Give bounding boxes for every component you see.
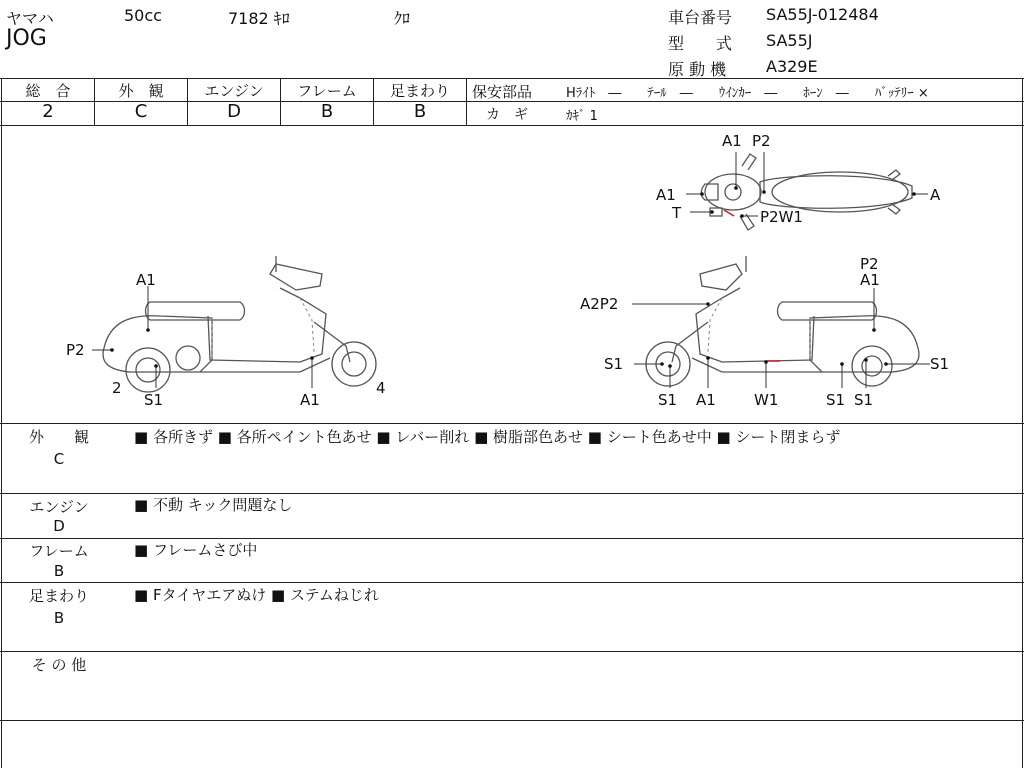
suspension-score-label: 足まわり xyxy=(389,82,450,100)
exterior-grade: C xyxy=(134,101,148,122)
safety-parts-items: Hﾗｲﾄ ― ﾃｰﾙ ― ｳｲﾝｶｰ ― ﾎｰﾝ ― ﾊﾞｯﾃﾘｰ × xyxy=(566,86,929,101)
divider xyxy=(466,78,467,125)
divider xyxy=(0,720,1024,721)
damage-code: S1 xyxy=(826,391,846,409)
engine-section-label: エンジン xyxy=(29,498,89,516)
suspension-section-grade: B xyxy=(53,609,65,627)
damage-code: P2 xyxy=(66,341,85,359)
divider xyxy=(0,651,1024,652)
exterior-notes: ■ 各所きず ■ 各所ペイント色あせ ■ レバー削れ ■ 樹脂部色あせ ■ シート色あせ中 ■ シート閉まらず xyxy=(134,428,841,446)
other-section-label: そ の 他 xyxy=(31,656,87,674)
frame-section-label: フレーム xyxy=(29,542,89,560)
suspension-section-label: 足まわり xyxy=(28,587,89,605)
exterior-label: 外 観 xyxy=(118,82,164,100)
damage-code: T xyxy=(672,204,682,222)
divider xyxy=(0,582,1024,583)
safety-parts-label: 保安部品 xyxy=(472,83,533,101)
frame-section-grade: B xyxy=(53,562,65,580)
damage-code: A xyxy=(930,186,941,204)
engine-model-label: 原 動 機 xyxy=(668,60,727,79)
frame-grade: B xyxy=(320,101,334,122)
frame-number-label: 車台番号 xyxy=(668,8,733,27)
suspension-grade: B xyxy=(413,101,427,122)
type-value: SA55J xyxy=(766,31,813,50)
damage-code: P2 xyxy=(860,255,879,273)
damage-code: S1 xyxy=(930,355,950,373)
frame-score-label: フレーム xyxy=(297,82,357,100)
key-label: カ ギ xyxy=(486,107,528,123)
engine-section-grade: D xyxy=(53,517,65,535)
damage-code: S1 xyxy=(144,391,164,409)
damage-code: A1 xyxy=(656,186,676,204)
damage-code: 2 xyxy=(112,379,122,397)
displacement: 50cc xyxy=(124,6,162,25)
body-color: ｸﾛ xyxy=(394,9,411,28)
divider xyxy=(0,78,1024,79)
damage-code: P2W1 xyxy=(760,208,803,226)
engine-score-label: エンジン xyxy=(204,82,264,100)
model-name: JOG xyxy=(6,26,47,51)
key-value: ｶｷﾞ 1 xyxy=(566,109,598,124)
frame-number: SA55J-012484 xyxy=(766,5,879,24)
damage-code: S1 xyxy=(854,391,874,409)
damage-code: W1 xyxy=(754,391,779,409)
engine-grade: D xyxy=(227,101,241,122)
damage-code: A1 xyxy=(136,271,156,289)
exterior-section-grade: C xyxy=(53,450,65,468)
damage-code: A1 xyxy=(860,271,880,289)
exterior-section-label: 外 観 xyxy=(28,428,89,446)
engine-notes: ■ 不動 キック問題なし xyxy=(134,496,293,514)
overall-label: 総 合 xyxy=(25,82,71,100)
suspension-notes: ■ Fタイヤエアぬけ ■ ステムねじれ xyxy=(134,586,379,604)
overall-grade: 2 xyxy=(42,101,54,122)
type-label: 型 式 xyxy=(668,34,733,53)
damage-code: A1 xyxy=(696,391,716,409)
damage-code: S1 xyxy=(658,391,678,409)
scooter-top-view xyxy=(701,154,912,230)
maker: ヤマハ xyxy=(6,9,54,28)
divider xyxy=(0,423,1024,424)
damage-code: P2 xyxy=(752,132,771,150)
frame-notes: ■ フレームさび中 xyxy=(134,541,258,559)
damage-diagram xyxy=(0,126,1022,422)
mileage: 7182 ｷﾛ xyxy=(228,9,290,28)
damage-code: A2P2 xyxy=(580,295,619,313)
damage-code: S1 xyxy=(604,355,624,373)
damage-code: A1 xyxy=(722,132,742,150)
damage-code: A1 xyxy=(300,391,320,409)
divider xyxy=(1022,78,1023,768)
engine-model: A329E xyxy=(766,57,818,76)
damage-code: 4 xyxy=(376,379,386,397)
